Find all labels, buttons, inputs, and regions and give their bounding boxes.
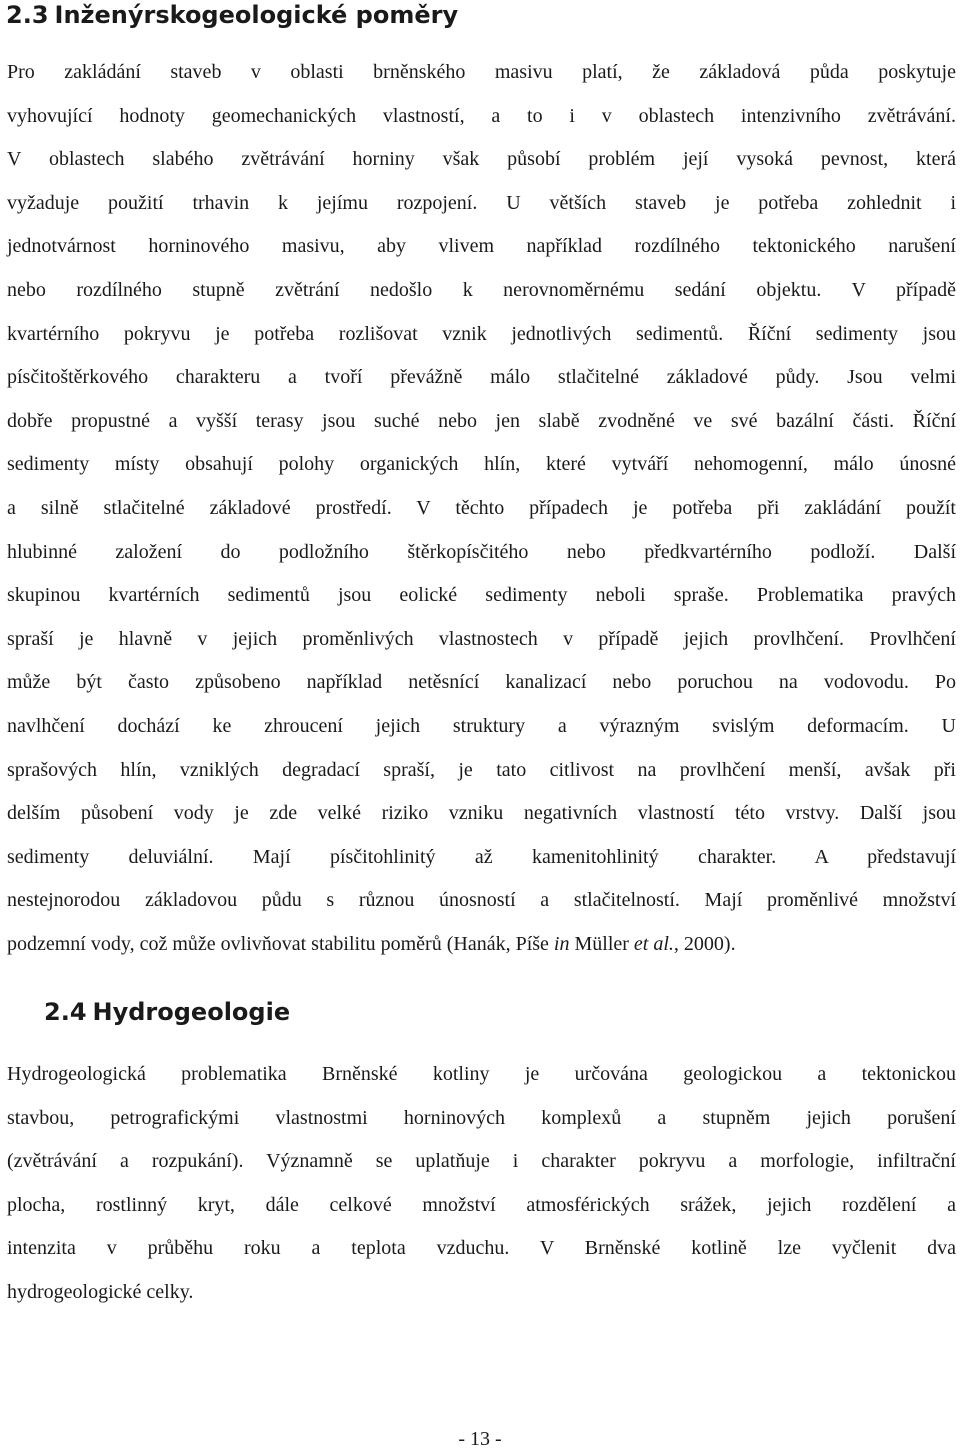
text-line: může být často způsobeno například netěsnící kanalizací nebo poruchou na vodovodu. Po [7,671,956,694]
text-line: sedimenty deluviální. Mají písčitohlinitý až kamenitohlinitý charakter. A představují [7,845,956,868]
text-line: Hydrogeologická problematika Brněnské kotliny je určována geologickou a tektonickou [7,1063,956,1085]
text-line: nestejnorodou základovou půdu s různou únosností a stlačitelností. Mají proměnlivé množství [7,889,956,912]
text-line: hydrogeologické celky. [7,1280,194,1303]
citation-author: Müller [569,932,634,955]
text-line: sedimenty místy obsahují polohy organických hlín, které vytváří nehomogenní, málo únosné [7,453,956,476]
section-number: 2.4 [44,998,87,1026]
text-line-citation [7,923,956,967]
citation-et-al: et al. [633,932,674,955]
text-line: V oblastech slabého zvětrávání horniny však působí problém její vysoká pevnost, která [7,148,956,171]
text-line: dobře propustné a vyšší terasy jsou suché nebo jen slabě zvodněné ve své bazální části. Říční [7,409,956,432]
text-line: intenzita v průběhu roku a teplota vzduchu. V Brněnské kotlině lze vyčlenit dva [7,1237,956,1260]
section-heading-2-3 [6,0,458,30]
text-line: skupinou kvartérních sedimentů jsou eolické sedimenty neboli spraše. Problematika pravých [7,584,956,607]
text-line: (zvětrávání a rozpukání). Významně se uplatňuje i charakter pokryvu a morfologie, infiltrační [7,1150,956,1173]
text-line: kvartérního pokryvu je potřeba rozlišovat vznik jednotlivých sedimentů. Říční sedimenty jsou [7,322,956,345]
text-line: Pro zakládání staveb v oblasti brněnského masivu platí, že základová půda poskytuje [7,61,956,83]
text-line: delším působení vody je zde velké riziko vzniku negativních vlastností této vrstvy. Další jsou [7,802,956,825]
paragraph-hydrogeology [7,1053,956,1315]
text-line: jednotvárnost horninového masivu, aby vlivem například rozdílného tektonického narušení [7,235,956,258]
text-line: spraší je hlavně v jejich proměnlivých vlastnostech v případě jejich provlhčení. Provlhčení [7,627,956,650]
text-line: stavbou, petrografickými vlastnostmi horninových komplexů a stupněm jejich porušení [7,1106,956,1129]
citation-year: , 2000). [673,932,736,955]
text-line: vyhovující hodnoty geomechanických vlastností, a to i v oblastech intenzivního zvětrávání. [7,104,956,127]
paragraph-engineering-geology [7,51,956,966]
text-line: sprašových hlín, vzniklých degradací spraší, je tato citlivost na provlhčení menší, avšak při [7,758,956,781]
text-line: hlubinné založení do podložního štěrkopísčitého nebo předkvartérního podloží. Další [7,540,956,563]
text-line: plocha, rostlinný kryt, dále celkové množství atmosférických srážek, jejich rozdělení a [7,1193,956,1216]
text-line: písčitoštěrkového charakteru a tvoří převážně málo stlačitelné základové půdy. Jsou velmi [7,366,956,389]
citation-in: in [553,932,570,955]
citation-text: podzemní vody, což může ovlivňovat stabilitu poměrů (Hanák, Píše [7,932,554,955]
section-title: Inženýrskogeologické poměry [54,1,459,29]
section-heading-2-4 [44,997,290,1027]
section-number: 2.3 [6,1,49,29]
text-line: a silně stlačitelné základové prostředí. V těchto případech je potřeba při zakládání použít [7,496,956,519]
text-line: nebo rozdílného stupně zvětrání nedošlo k nerovnoměrnému sedání objektu. V případě [7,278,956,301]
text-line: vyžaduje použití trhavin k jejímu rozpojení. U větších staveb je potřeba zohlednit i [7,191,956,214]
page-number: - 13 - [458,1428,502,1450]
section-title: Hydrogeologie [92,998,291,1026]
text-line: navlhčení dochází ke zhroucení jejich struktury a výrazným svislým deformacím. U [7,714,956,737]
